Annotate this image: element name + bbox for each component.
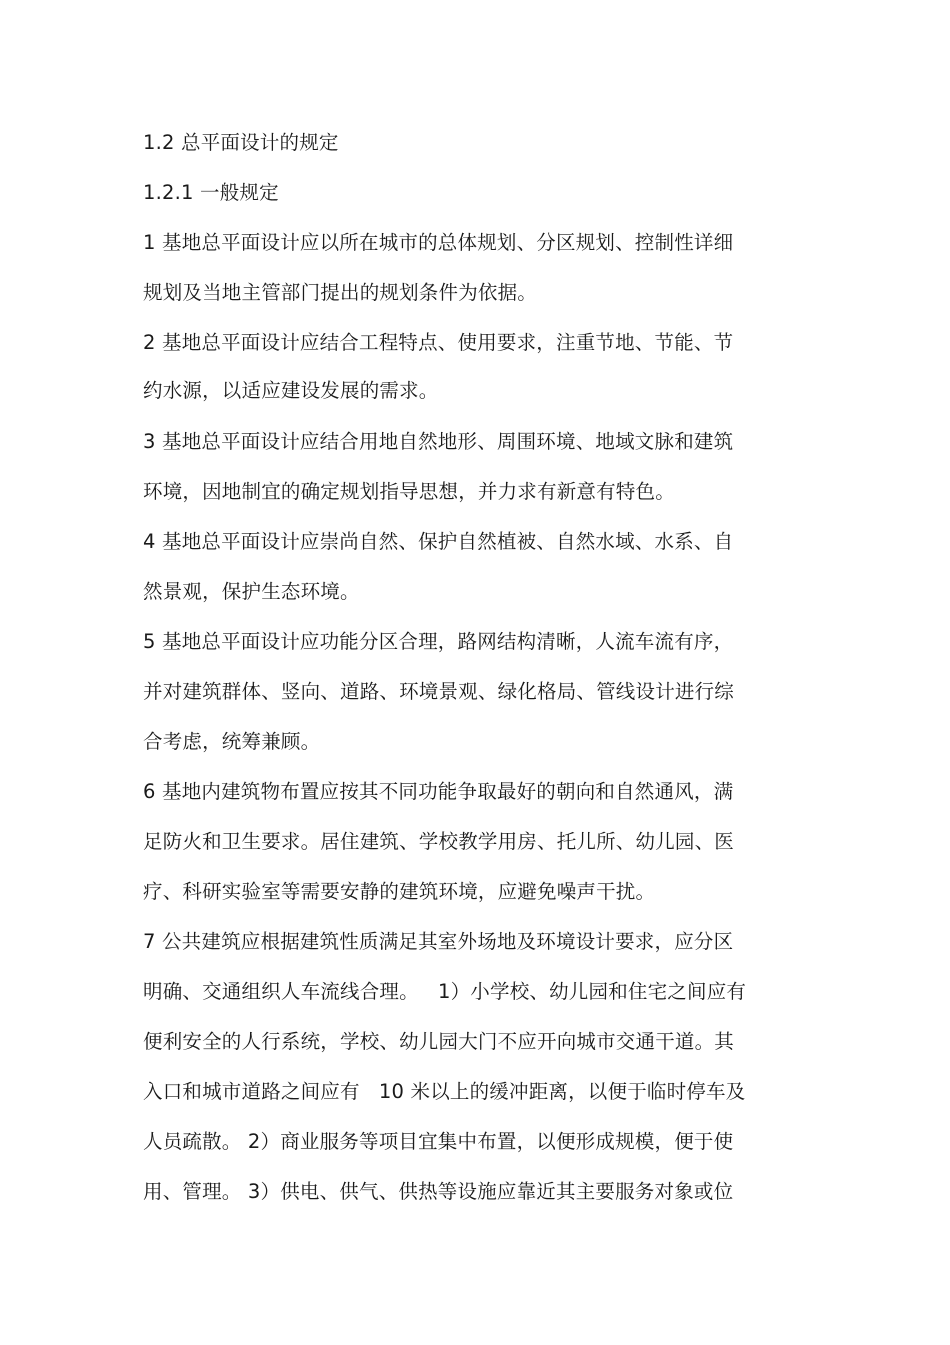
paragraph-7-line-4: 入口和城市道路之间应有 10 米以上的缓冲距离，以便于临时停车及 — [143, 1080, 746, 1103]
paragraph-5-line-2: 并对建筑群体、竖向、道路、环境景观、绿化格局、管线设计进行综 — [143, 680, 735, 703]
paragraph-7-line-1: 7 公共建筑应根据建筑性质满足其室外场地及环境设计要求，应分区 — [143, 930, 734, 953]
paragraph-7-line-2: 明确、交通组织人车流线合理。 1）小学校、幼儿园和住宅之间应有 — [143, 980, 747, 1003]
section-title: 1.2 总平面设计的规定 — [143, 131, 339, 154]
paragraph-2-line-1: 2 基地总平面设计应结合工程特点、使用要求，注重节地、节能、节 — [143, 331, 734, 354]
paragraph-2-line-2: 约水源，以适应建设发展的需求。 — [143, 379, 439, 402]
paragraph-7-line-5: 人员疏散。 2）商业服务等项目宜集中布置，以便形成规模，便于使 — [143, 1130, 734, 1153]
paragraph-1-line-1: 1 基地总平面设计应以所在城市的总体规划、分区规划、控制性详细 — [143, 231, 734, 254]
paragraph-6-line-2: 足防火和卫生要求。居住建筑、学校教学用房、托儿所、幼儿园、医 — [143, 830, 735, 853]
paragraph-7-line-3: 便利安全的人行系统，学校、幼儿园大门不应开向城市交通干道。其 — [143, 1030, 735, 1053]
paragraph-6-line-1: 6 基地内建筑物布置应按其不同功能争取最好的朝向和自然通风，满 — [143, 780, 734, 803]
paragraph-4-line-2: 然景观，保护生态环境。 — [143, 580, 360, 603]
paragraph-3-line-2: 环境，因地制宜的确定规划指导思想，并力求有新意有特色。 — [143, 480, 675, 503]
subsection-title: 1.2.1 一般规定 — [143, 181, 279, 204]
paragraph-3-line-1: 3 基地总平面设计应结合用地自然地形、周围环境、地域文脉和建筑 — [143, 430, 734, 453]
paragraph-5-line-1: 5 基地总平面设计应功能分区合理，路网结构清晰，人流车流有序， — [143, 630, 734, 653]
paragraph-6-line-3: 疗、科研实验室等需要安静的建筑环境，应避免噪声干扰。 — [143, 880, 656, 903]
paragraph-7-line-6: 用、管理。 3）供电、供气、供热等设施应靠近其主要服务对象或位 — [143, 1180, 734, 1203]
paragraph-5-line-3: 合考虑，统筹兼顾。 — [143, 730, 321, 753]
paragraph-4-line-1: 4 基地总平面设计应崇尚自然、保护自然植被、自然水域、水系、自 — [143, 530, 734, 553]
paragraph-1-line-2: 规划及当地主管部门提出的规划条件为依据。 — [143, 281, 538, 304]
